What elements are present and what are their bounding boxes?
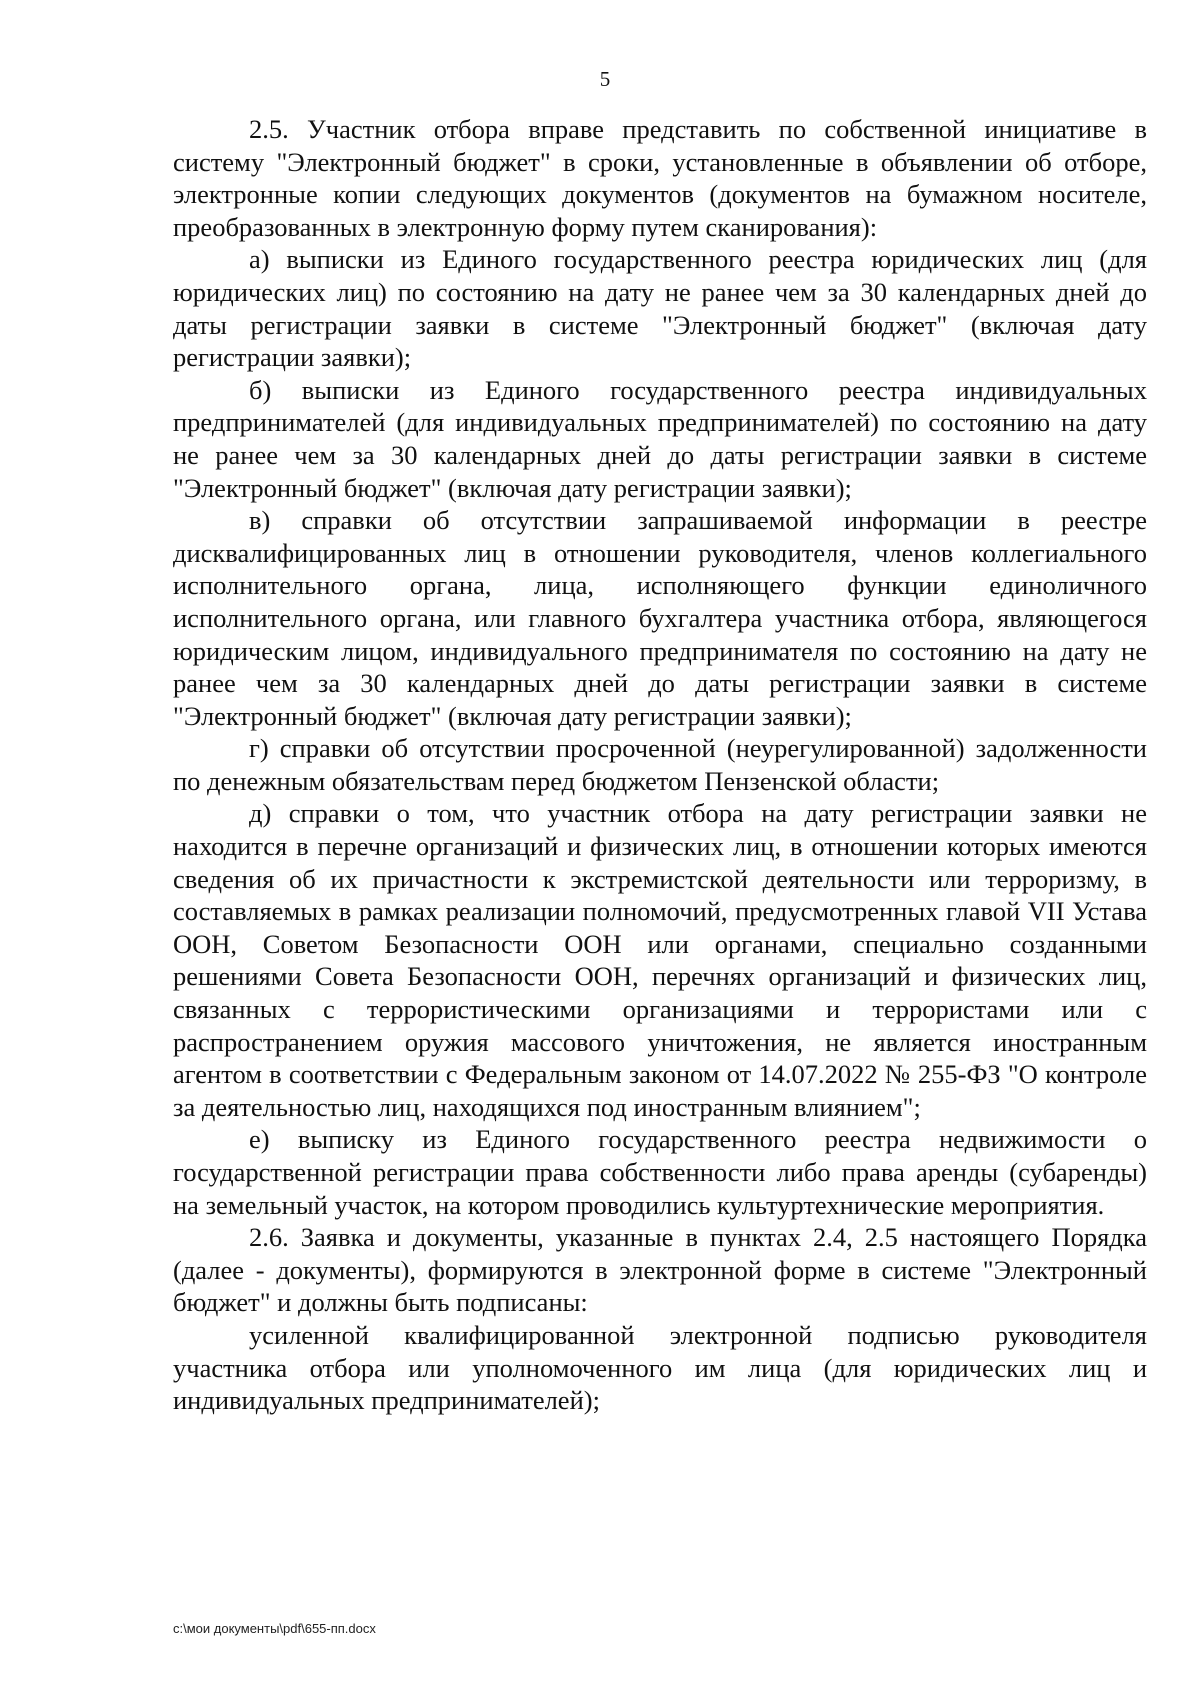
paragraph-item-g: г) справки об отсутствии просроченной (неурегулированной) задолженности по денежным обязательствам перед бюджетом Пензенской области; xyxy=(173,733,1147,796)
paragraph-item-v: в) справки об отсутствии запрашиваемой информации в реестре дисквалифицированных лиц в отношении руководителя, членов коллегиального исполнительного органа, лица, исполняющего функции единоличного исполнительного органа, или главного бухгалтера участника отбора, являющегося юридическим лицом, индивидуального предпринимателя по состоянию на дату не ранее чем за 30 календарных дней до даты регистрации заявки в системе "Электронный бюджет" (включая дату регистрации заявки); xyxy=(173,505,1147,731)
paragraph-item-e: е) выписку из Единого государственного реестра недвижимости о государственной регистрации права собственности либо права аренды (субаренды) на земельный участок, на котором проводились культуртехнические мероприятия. xyxy=(173,1124,1147,1220)
footer-file-path: c:\мои документы\pdf\655-пп.docx xyxy=(173,1621,376,1636)
document-body xyxy=(173,113,1147,1417)
paragraph-item-d: д) справки о том, что участник отбора на дату регистрации заявки не находится в перечне организаций и физических лиц, в отношении которых имеются сведения об их причастности к экстремистской деятельности или терроризму, в составляемых в рамках реализации полномочий, предусмотренных главой VII Устава ООН, Советом Безопасности ООН или органами, специально созданными решениями Совета Безопасности ООН, перечнях организаций и физических лиц, связанных с террористическими организациями и террористами или с распространением оружия массового уничтожения, не является иностранным агентом в соответствии с Федеральным законом от 14.07.2022 № 255-ФЗ "О контроле за деятельностью лиц, находящихся под иностранным влиянием"; xyxy=(173,798,1147,1122)
page-number: 5 xyxy=(599,67,611,91)
paragraph-2-6: 2.6. Заявка и документы, указанные в пунктах 2.4, 2.5 настоящего Порядка (далее - документы), формируются в электронной форме в системе "Электронный бюджет" и должны быть подписаны: xyxy=(173,1222,1147,1318)
paragraph-signature-requirement: усиленной квалифицированной электронной подписью руководителя участника отбора или уполномоченного им лица (для юридических лиц и индивидуальных предпринимателей); xyxy=(173,1319,1147,1416)
paragraph-item-a: а) выписки из Единого государственного реестра юридических лиц (для юридических лиц) по состоянию на дату не ранее чем за 30 календарных дней до даты регистрации заявки в системе "Электронный бюджет" (включая дату регистрации заявки); xyxy=(173,244,1147,373)
paragraph-item-b: б) выписки из Единого государственного реестра индивидуальных предпринимателей (для индивидуальных предпринимателей) по состоянию на дату не ранее чем за 30 календарных дней до даты регистрации заявки в системе "Электронный бюджет" (включая дату регистрации заявки); xyxy=(173,374,1147,503)
paragraph-2-5: 2.5. Участник отбора вправе представить по собственной инициативе в систему "Электронный бюджет" в сроки, установленные в объявлении об отборе, электронные копии следующих документов (документов на бумажном носителе, преобразованных в электронную форму путем сканирования): xyxy=(173,114,1147,242)
